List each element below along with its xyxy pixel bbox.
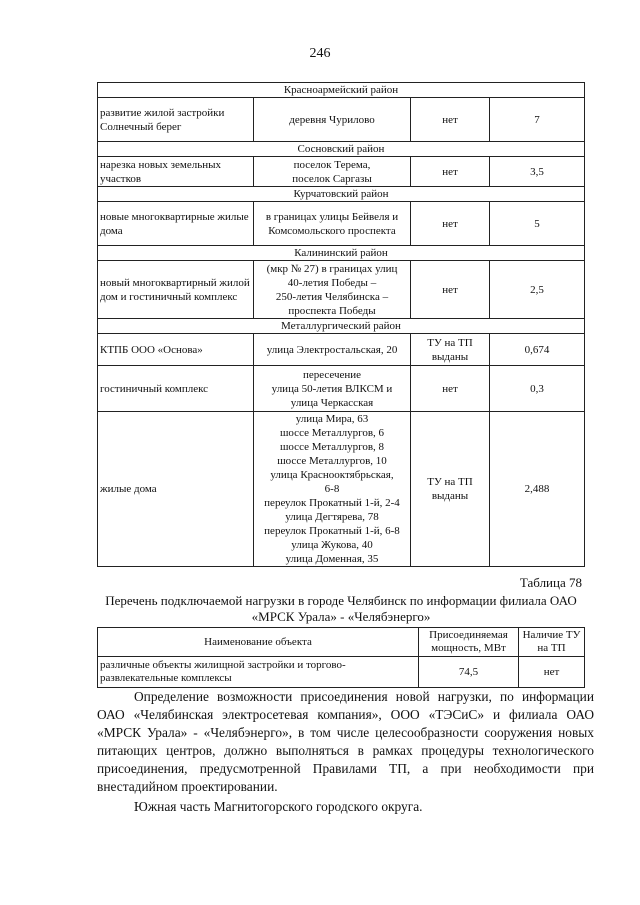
address-cell: пересечение улица 50-летия ВЛКСМ и улица Черкасская bbox=[254, 366, 411, 412]
table-row bbox=[98, 157, 585, 187]
paragraph: Южная часть Магнитогорского городского округа. bbox=[134, 799, 423, 814]
district-row bbox=[98, 142, 585, 157]
table-row bbox=[98, 98, 585, 142]
load-table bbox=[97, 82, 585, 567]
page-number: 246 bbox=[309, 46, 331, 61]
address-cell: улица Мира, 63 шоссе Металлургов, 6 шоссе Металлургов, 8 шоссе Металлургов, 10 улица Краснооктябрьская, 6-8 переулок Прокатный 1-й, 2-4 улица Дегтярева, 78 переулок Прокатный 1-й, 6-8 улица Жукова, 40 улица Доменная, 35 bbox=[254, 412, 411, 567]
object-cell: развитие жилой застройки Солнечный берег bbox=[98, 98, 254, 142]
table-row bbox=[98, 412, 585, 567]
table-row bbox=[98, 261, 585, 319]
tu-cell: нет bbox=[411, 366, 490, 412]
table-row bbox=[98, 202, 585, 246]
column-header: Наименование объекта bbox=[98, 628, 419, 657]
tu-cell: ТУ на ТП выданы bbox=[411, 412, 490, 567]
load-cell: 0,3 bbox=[490, 366, 585, 412]
object-cell: жилые дома bbox=[98, 412, 254, 567]
column-header: Наличие ТУ на ТП bbox=[519, 628, 585, 657]
tu-cell: нет bbox=[411, 261, 490, 319]
table-number: Таблица 78 bbox=[519, 575, 582, 590]
district-name: Курчатовский район bbox=[98, 187, 585, 202]
address-cell: деревня Чурилово bbox=[254, 98, 411, 142]
district-name: Красноармейский район bbox=[98, 83, 585, 98]
mrsk-load-table bbox=[97, 627, 585, 688]
load-cell: 74,5 bbox=[419, 657, 519, 688]
load-cell: 3,5 bbox=[490, 157, 585, 187]
district-name: Сосновский район bbox=[98, 142, 585, 157]
object-cell: новый многоквартирный жилой дом и гостиничный комплекс bbox=[98, 261, 254, 319]
load-cell: 5 bbox=[490, 202, 585, 246]
table-title: Перечень подключаемой нагрузки в городе Челябинск по информации филиала ОАО «МРСК Урала» - «Челябэнерго» bbox=[105, 593, 577, 624]
object-cell: гостиничный комплекс bbox=[98, 366, 254, 412]
table-row bbox=[98, 334, 585, 366]
tu-cell: ТУ на ТП выданы bbox=[411, 334, 490, 366]
district-row bbox=[98, 83, 585, 98]
address-cell: (мкр № 27) в границах улиц 40-летия Победы – 250-летия Челябинска – проспекта Победы bbox=[254, 261, 411, 319]
district-row bbox=[98, 319, 585, 334]
object-cell: различные объекты жилищной застройки и торгово-развлекательные комплексы bbox=[98, 657, 419, 688]
load-cell: 0,674 bbox=[490, 334, 585, 366]
tu-cell: нет bbox=[411, 202, 490, 246]
table-row bbox=[98, 366, 585, 412]
paragraph: Определение возможности присоединения новой нагрузки, по информации ОАО «Челябинская электросетевая компания», ООО «ТЭСиС» и филиала ОАО «МРСК Урала» - «Челябэнерго», в том числе целесообразности сооружения новых питающих центров, должно выполняться в рамках процедуры технологического присоединения, предусмотренной Правилами ТП, а при необходимости при внестадийном проектировании. bbox=[97, 689, 594, 794]
district-name: Калининский район bbox=[98, 246, 585, 261]
district-row bbox=[98, 246, 585, 261]
load-cell: 7 bbox=[490, 98, 585, 142]
header-row bbox=[98, 628, 585, 657]
tu-cell: нет bbox=[411, 98, 490, 142]
body-text bbox=[97, 688, 594, 816]
load-cell: 2,5 bbox=[490, 261, 585, 319]
address-cell: в границах улицы Бейвеля и Комсомольского проспекта bbox=[254, 202, 411, 246]
load-cell: 2,488 bbox=[490, 412, 585, 567]
object-cell: КТПБ ООО «Основа» bbox=[98, 334, 254, 366]
table-row bbox=[98, 657, 585, 688]
object-cell: новые многоквартирные жилые дома bbox=[98, 202, 254, 246]
tu-cell: нет bbox=[519, 657, 585, 688]
district-row bbox=[98, 187, 585, 202]
address-cell: поселок Терема, поселок Саргазы bbox=[254, 157, 411, 187]
tu-cell: нет bbox=[411, 157, 490, 187]
object-cell: нарезка новых земельных участков bbox=[98, 157, 254, 187]
address-cell: улица Электростальская, 20 bbox=[254, 334, 411, 366]
column-header: Присоединяемая мощность, МВт bbox=[419, 628, 519, 657]
district-name: Металлургический район bbox=[98, 319, 585, 334]
